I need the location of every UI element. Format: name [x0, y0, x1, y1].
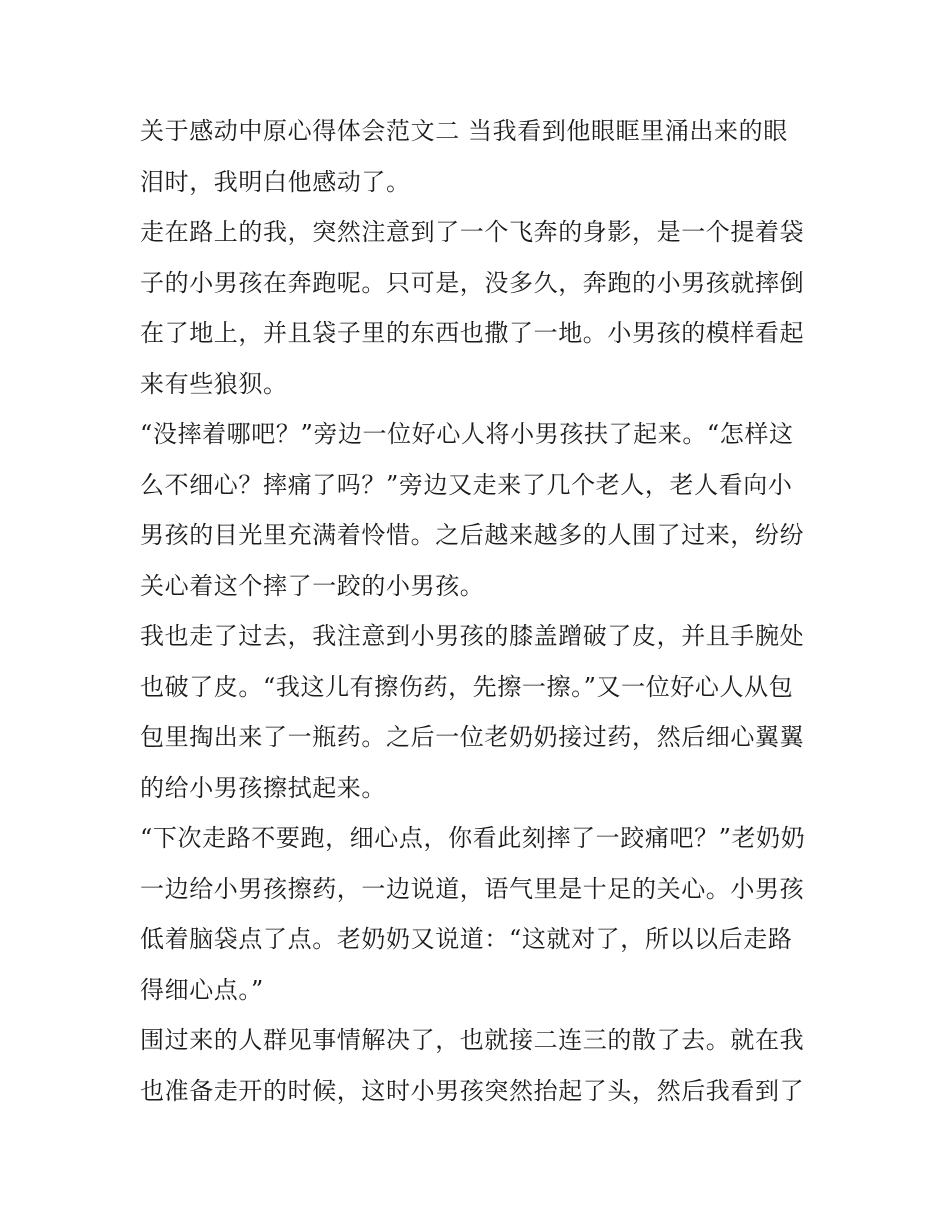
document-body: [140, 106, 815, 1116]
text-line: 得细心点。”: [140, 975, 264, 1004]
text-line: 么不细心？摔痛了吗？”旁边又走来了几个老人，老人看向小: [140, 470, 793, 499]
text-line: “没摔着哪吧？”旁边一位好心人将小男孩扶了起来。“怎样这: [140, 420, 794, 448]
text-line: 低着脑袋点了点。老奶奶又说道：“这就对了，所以以后走路: [140, 925, 793, 953]
text-line: 也准备走开的时候，这时小男孩突然抬起了头，然后我看到了: [140, 1076, 805, 1105]
text-line: 的给小男孩擦拭起来。: [140, 773, 386, 802]
text-line: 一边给小男孩擦药，一边说道，语气里是十足的关心。小男孩: [140, 874, 805, 903]
text-line: 围过来的人群见事情解决了，也就接二连三的散了去。就在我: [140, 1026, 805, 1054]
text-line: 关心着这个摔了一跤的小男孩。: [140, 571, 485, 600]
text-line: 包里掏出来了一瓶药。之后一位老奶奶接过药，然后细心翼翼: [140, 723, 805, 751]
text-line: 在了地上，并且袋子里的东西也撒了一地。小男孩的模样看起: [140, 319, 805, 347]
text-line: 泪时，我明白他感动了。: [140, 167, 411, 196]
text-line: 也破了皮。“我这儿有擦伤药，先擦一擦。”又一位好心人从包: [140, 672, 794, 701]
text-line: 走在路上的我，突然注意到了一个飞奔的身影，是一个提着袋: [140, 218, 805, 246]
text-line: 我也走了过去，我注意到小男孩的膝盖蹭破了皮，并且手腕处: [140, 622, 805, 650]
text-line: 子的小男孩在奔跑呢。只可是，没多久，奔跑的小男孩就摔倒: [140, 268, 805, 297]
text-line: 来有些狼狈。: [140, 369, 288, 398]
text-line: 关于感动中原心得体会范文二 当我看到他眼眶里涌出来的眼: [140, 117, 788, 145]
text-line: 男孩的目光里充满着怜惜。之后越来越多的人围了过来，纷纷: [140, 521, 805, 549]
text-line: “下次走路不要跑，细心点，你看此刻摔了一跤痛吧？”老奶奶: [140, 824, 806, 852]
